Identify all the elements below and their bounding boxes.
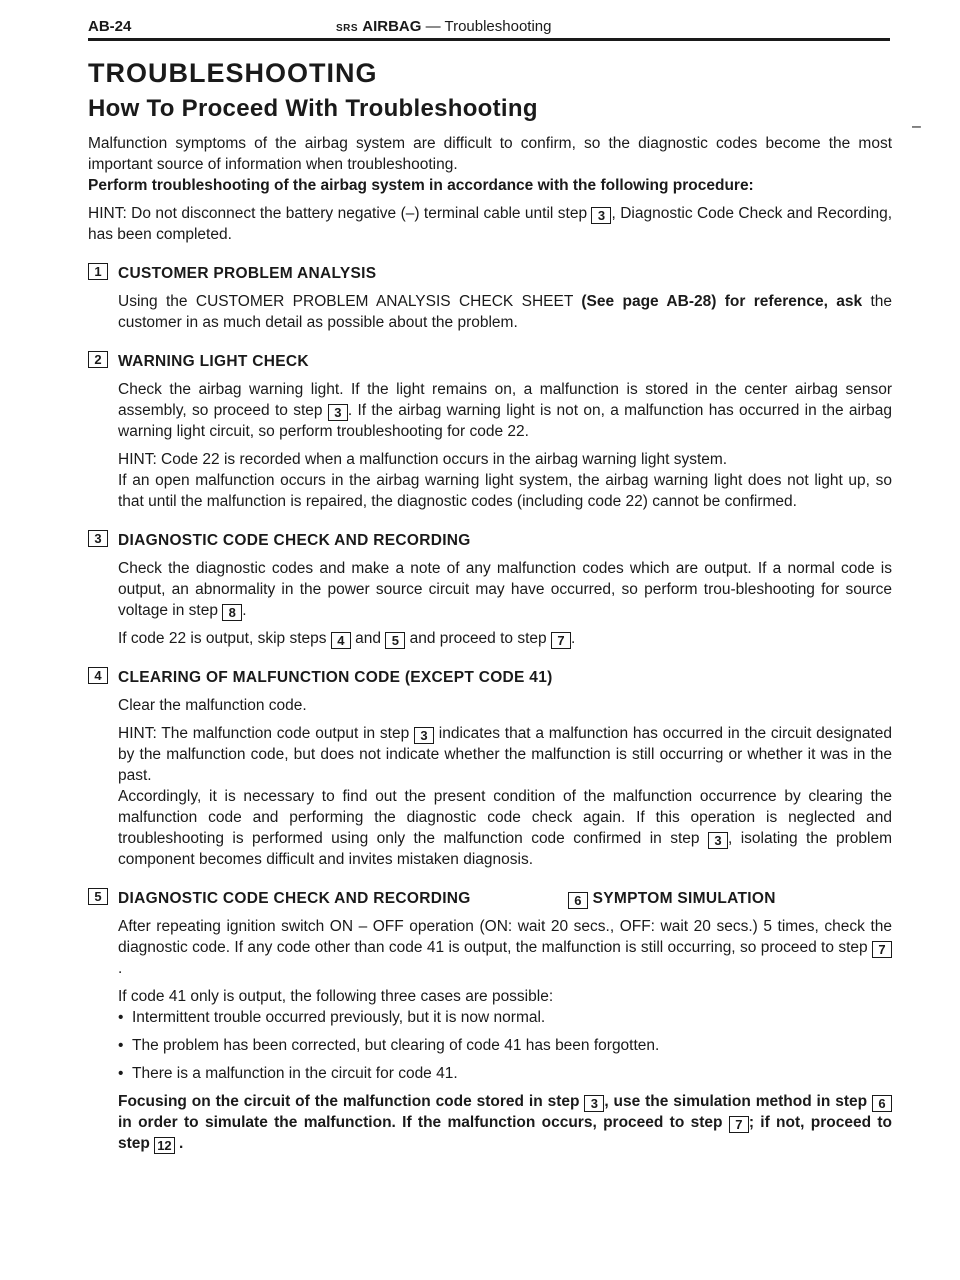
step-hint: HINT: The malfunction code output in step 3 indicates that a malfunction has occurred in the circuit designated by the malfunction code, but does not indicate whether the malfunction is still occurring or whether it was in the past. — [118, 725, 893, 784]
step-text: Using the CUSTOMER PROBLEM ANALYSIS CHECK SHEET (See page AB-28) for reference, ask the customer in as much detail as possible about the problem. — [118, 293, 893, 331]
page-subtitle: How To Proceed With Troubleshooting — [88, 95, 538, 122]
step-box: 8 — [222, 604, 242, 621]
section-label: — Troubleshooting — [421, 18, 552, 35]
step-accordingly: Accordingly, it is necessary to find out the present condition of the malfunction occurrence by clearing the malfunction code and performing the diagnostic code check again. If this operation is neglected and troubleshooting is performed using only the malfunction code confirmed in step 3 , isolating the problem component becomes difficult and invites mistaken diagnosis. — [118, 788, 893, 868]
step-title: WARNING LIGHT CHECK — [118, 353, 309, 370]
step-text: Check the diagnostic codes and make a note of any malfunction codes which are output. If a normal code is output, an abnormality in the power source circuit may have occurred, so perform trou-bleshooting for source voltage in step 8 . — [118, 560, 892, 620]
step-3 — [88, 530, 892, 649]
step-number-box: 5 — [88, 888, 108, 905]
step-box: 4 — [331, 632, 351, 649]
step-title: CUSTOMER PROBLEM ANALYSIS — [118, 265, 377, 282]
step-text: Check the airbag warning light. If the light remains on, a malfunction is stored in the center airbag sensor assembly, so proceed to step 3 . If the airbag warning light is not on, a malfunction has occurred in the airbag warning light circuit, so perform troubleshooting for code 22. — [118, 381, 893, 440]
step-text: Clear the malfunction code. — [118, 697, 307, 714]
bullet-item: • The problem has been corrected, but clearing of code 41 has been forgotten. — [118, 1035, 892, 1056]
step-5 — [88, 888, 892, 1154]
step-box: 3 — [584, 1095, 604, 1112]
step-number-box: 2 — [88, 351, 108, 368]
step-box: 3 — [708, 832, 728, 849]
step-title: DIAGNOSTIC CODE CHECK AND RECORDING — [118, 532, 471, 549]
step-box: 3 — [414, 727, 434, 744]
step-number-box: 3 — [88, 530, 108, 547]
step-number-box: 1 — [88, 263, 108, 280]
step-box: 3 — [328, 404, 348, 421]
intro-hint: HINT: Do not disconnect the battery negative (–) terminal cable until step 3 , Diagnostic Code Check and Recording, has been completed. — [88, 205, 892, 243]
step-text: After repeating ignition switch ON – OFF operation (ON: wait 20 secs., OFF: wait 20 secs.) 5 times, check the diagnostic code. If any code other than code 41 is output, the malfunction is still occurring, so proceed to step 7. — [118, 918, 892, 977]
page-number: AB-24 — [88, 18, 132, 35]
step-box: 7 — [729, 1116, 749, 1133]
step-skip: If code 22 is output, skip steps 4 and 5 and proceed to step 7 . — [118, 630, 576, 648]
step-title: CLEARING OF MALFUNCTION CODE (EXCEPT CODE 41) — [118, 669, 553, 686]
step-title: DIAGNOSTIC CODE CHECK AND RECORDING — [118, 890, 471, 907]
step-box: 3 — [591, 207, 611, 224]
srs-label: SRS — [336, 23, 359, 34]
running-head — [336, 16, 551, 40]
bullet-item: • There is a malfunction in the circuit for code 41. — [118, 1063, 892, 1084]
page-header — [88, 14, 890, 41]
bullet-item: • Intermittent trouble occurred previously, but it is now normal. — [118, 1007, 892, 1028]
content — [88, 133, 892, 1154]
step-box: 6 — [872, 1095, 892, 1112]
step-4 — [88, 667, 892, 870]
page-title: TROUBLESHOOTING — [88, 58, 378, 88]
intro-instruction: Perform troubleshooting of the airbag system in accordance with the following procedure: — [88, 177, 754, 194]
step-box: 5 — [385, 632, 405, 649]
step-number-box: 4 — [88, 667, 108, 684]
airbag-label: AIRBAG — [362, 18, 422, 35]
step-heading-row — [118, 888, 892, 909]
step-box: 7 — [872, 941, 892, 958]
step-1 — [88, 263, 892, 333]
step-6-title: 6 SYMPTOM SIMULATION — [568, 888, 776, 909]
step-box: 12 — [154, 1137, 174, 1154]
step-box: 7 — [551, 632, 571, 649]
step-hint: HINT: Code 22 is recorded when a malfunction occurs in the airbag warning light system. — [118, 451, 728, 468]
step-focus: Focusing on the circuit of the malfunction code stored in step 3 , use the simulation method in step 6 in order to simulate the malfunction. If the malfunction occurs, proceed to step 7 ; if not, proceed to step 12 . — [118, 1093, 893, 1153]
intro-paragraph: Malfunction symptoms of the airbag system are difficult to confirm, so the diagnostic codes become the most important source of information when troubleshooting. — [88, 135, 892, 173]
step-hint-cont: If an open malfunction occurs in the airbag warning light system, the airbag warning light does not light up, so that until the malfunction is repaired, the diagnostic codes (including code 22) cannot be confirmed. — [118, 472, 892, 510]
step-cases: If code 41 only is output, the following three cases are possible: — [118, 988, 554, 1005]
step-number-box: 6 — [568, 892, 588, 909]
step-2 — [88, 351, 892, 512]
margin-mark: – — [912, 118, 921, 135]
